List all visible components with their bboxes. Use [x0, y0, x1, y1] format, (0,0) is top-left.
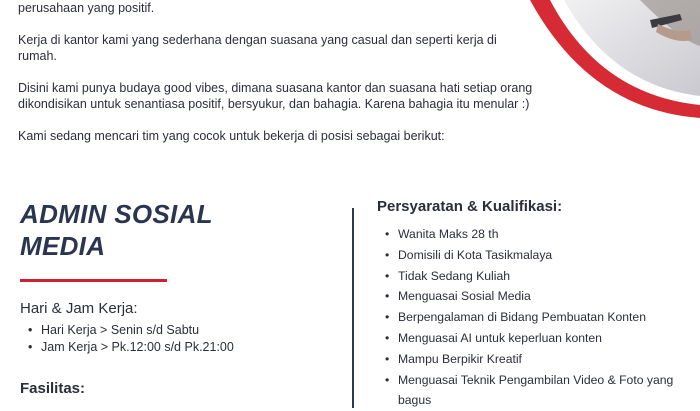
intro-paragraph-4: Kami sedang mencari tim yang cocok untuk bekerja di posisi sebagai berikut:	[18, 129, 445, 143]
job-title-line-1: ADMIN SOSIAL	[20, 199, 213, 229]
list-item: • Berpengalaman di Bidang Pembuatan Konten	[385, 307, 695, 328]
list-item: • Mampu Berpikir Kreatif	[385, 349, 695, 370]
list-item: • Jam Kerja > Pk.12:00 s/d Pk.21:00	[28, 339, 234, 356]
header-photo-decoration	[530, 0, 700, 118]
hours-heading: Hari & Jam Kerja:	[20, 300, 138, 317]
facilities-heading: Fasilitas:	[20, 380, 86, 397]
hours-list	[28, 322, 234, 356]
list-item: • Menguasai AI untuk keperluan konten	[385, 328, 695, 349]
title-underline	[20, 279, 167, 282]
intro-paragraph-3: Disini kami punya budaya good vibes, dimana suasana kantor dan suasana hati setiap orang dikondisikan untuk senantiasa positif, bersyukur, dan bahagia. Karena bahagia itu menular :)	[18, 81, 533, 111]
list-item: • Hari Kerja > Senin s/d Sabtu	[28, 322, 234, 339]
job-title	[20, 198, 320, 262]
requirements-heading: Persyaratan & Kualifikasi:	[377, 198, 563, 215]
list-item: • Wanita Maks 28 th	[385, 224, 695, 245]
intro-paragraph-1: perusahaan yang positif.	[18, 1, 155, 15]
list-item: • Menguasai Teknik Pengambilan Video & Foto yang bagus	[385, 370, 695, 411]
intro-paragraph-2: Kerja di kantor kami yang sederhana dengan suasana yang casual dan seperti kerja di rumah.	[18, 33, 497, 63]
column-divider	[352, 208, 354, 408]
intro-text	[18, 0, 538, 160]
requirements-list	[385, 224, 695, 411]
list-item: • Menguasai Sosial Media	[385, 286, 695, 307]
list-item: • Domisili di Kota Tasikmalaya	[385, 245, 695, 266]
list-item: • Tidak Sedang Kuliah	[385, 266, 695, 287]
job-title-line-2: MEDIA	[20, 231, 106, 261]
